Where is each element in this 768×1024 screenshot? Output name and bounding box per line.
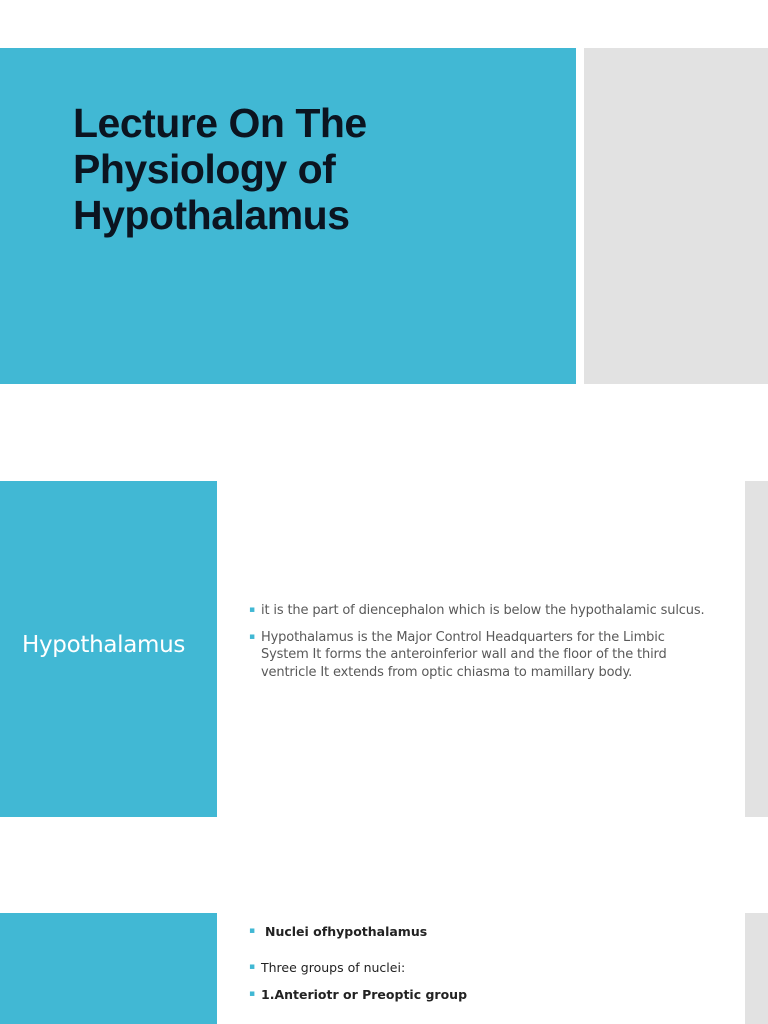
bullet-list [249, 602, 709, 690]
bullet-text: Nuclei ofhypothalamus [265, 924, 428, 939]
bullet-text: Hypothalamus is the Major Control Headquarters for the Limbic System It forms the anteroinferior wall and the floor of the third ventricle It extends from optic chiasma to mamillary body. [261, 629, 667, 680]
slide-nuclei [0, 913, 768, 1024]
section-title: Hypothalamus [22, 632, 186, 658]
slide-hypothalamus [0, 481, 768, 817]
bullet-text: it is the part of diencephalon which is below the hypothalamic sulcus. [261, 603, 705, 618]
bullet-item [249, 959, 709, 976]
section-panel [0, 913, 217, 1024]
bullet-dot-icon: ▪ [249, 605, 255, 615]
bullet-dot-icon: ▪ [249, 962, 256, 972]
side-panel [745, 913, 768, 1024]
bullet-item [249, 986, 709, 1003]
bullet-dot-icon: ▪ [249, 989, 256, 999]
lecture-title: Lecture On The Physiology of Hypothalamus [73, 100, 367, 238]
bullet-dot-icon: ▪ [249, 926, 256, 936]
section-panel [0, 481, 217, 817]
side-panel [584, 48, 768, 384]
bullet-item [249, 602, 709, 620]
bullet-dot-icon: ▪ [249, 631, 255, 642]
bullet-text: Three groups of nuclei: [261, 960, 406, 975]
bullet-item [249, 629, 709, 682]
bullet-text: 1.Anteriotr or Preoptic group [261, 987, 468, 1002]
slide-title [0, 48, 768, 384]
bullet-item [249, 923, 709, 940]
bullet-list [249, 923, 709, 1003]
side-panel [745, 481, 768, 817]
